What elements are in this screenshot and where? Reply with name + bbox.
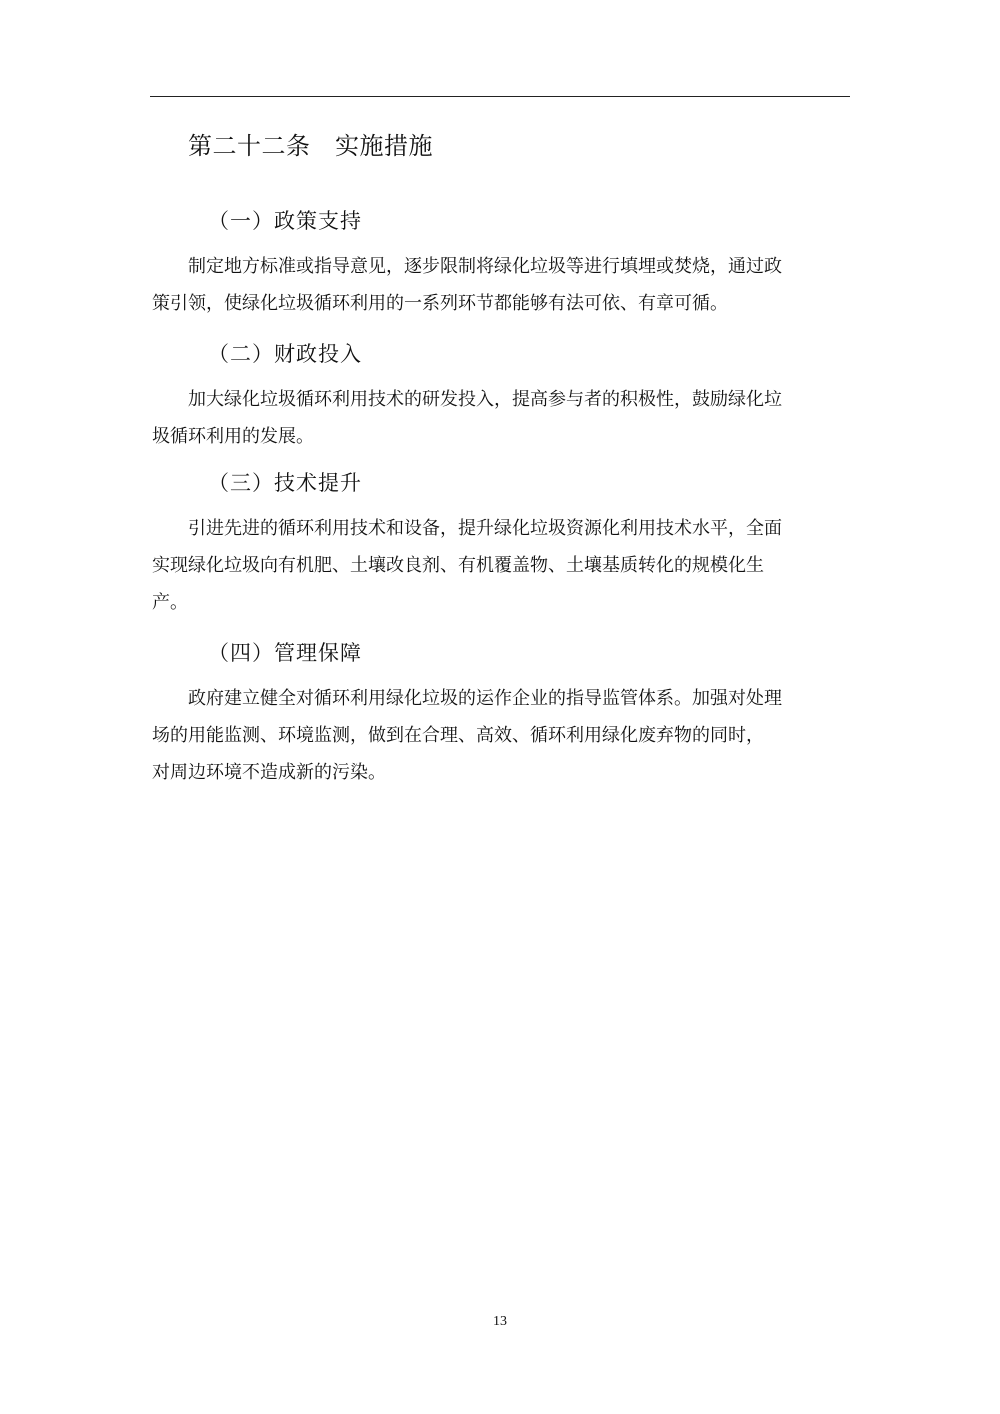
section-paragraph-financial-input xyxy=(152,381,848,455)
section-paragraph-policy-support xyxy=(152,248,848,322)
paragraph-line: 对周边环境不造成新的污染。 xyxy=(152,762,386,783)
paragraph-line: 场的用能监测、环境监测，做到在合理、高效、循环利用绿化废弃物的同时， xyxy=(152,725,764,746)
section-heading-technology-upgrade: （三）技术提升 xyxy=(208,471,362,495)
paragraph-line: 政府建立健全对循环利用绿化垃圾的运作企业的指导监管体系。加强对处理 xyxy=(188,688,782,709)
paragraph-line: 策引领，使绿化垃圾循环利用的一系列环节都能够有法可依、有章可循。 xyxy=(152,293,728,314)
paragraph-line: 制定地方标准或指导意见，逐步限制将绿化垃圾等进行填埋或焚烧，通过政 xyxy=(188,256,782,277)
section-heading-financial-input: （二）财政投入 xyxy=(208,342,362,366)
paragraph-line: 加大绿化垃圾循环利用技术的研发投入，提高参与者的积极性，鼓励绿化垃 xyxy=(188,389,782,410)
section-paragraph-technology-upgrade xyxy=(152,510,848,621)
page-number: 13 xyxy=(493,1314,507,1329)
header-rule xyxy=(150,96,850,97)
section-paragraph-management-guarantee xyxy=(152,680,848,791)
article-heading: 第二十二条 实施措施 xyxy=(188,132,433,160)
paragraph-line: 产。 xyxy=(152,592,188,613)
paragraph-line: 引进先进的循环利用技术和设备，提升绿化垃圾资源化利用技术水平，全面 xyxy=(188,518,782,539)
section-heading-policy-support: （一）政策支持 xyxy=(208,209,362,233)
section-heading-management-guarantee: （四）管理保障 xyxy=(208,641,362,665)
paragraph-line: 圾循环利用的发展。 xyxy=(152,426,314,447)
paragraph-line: 实现绿化垃圾向有机肥、土壤改良剂、有机覆盖物、土壤基质转化的规模化生 xyxy=(152,555,764,576)
